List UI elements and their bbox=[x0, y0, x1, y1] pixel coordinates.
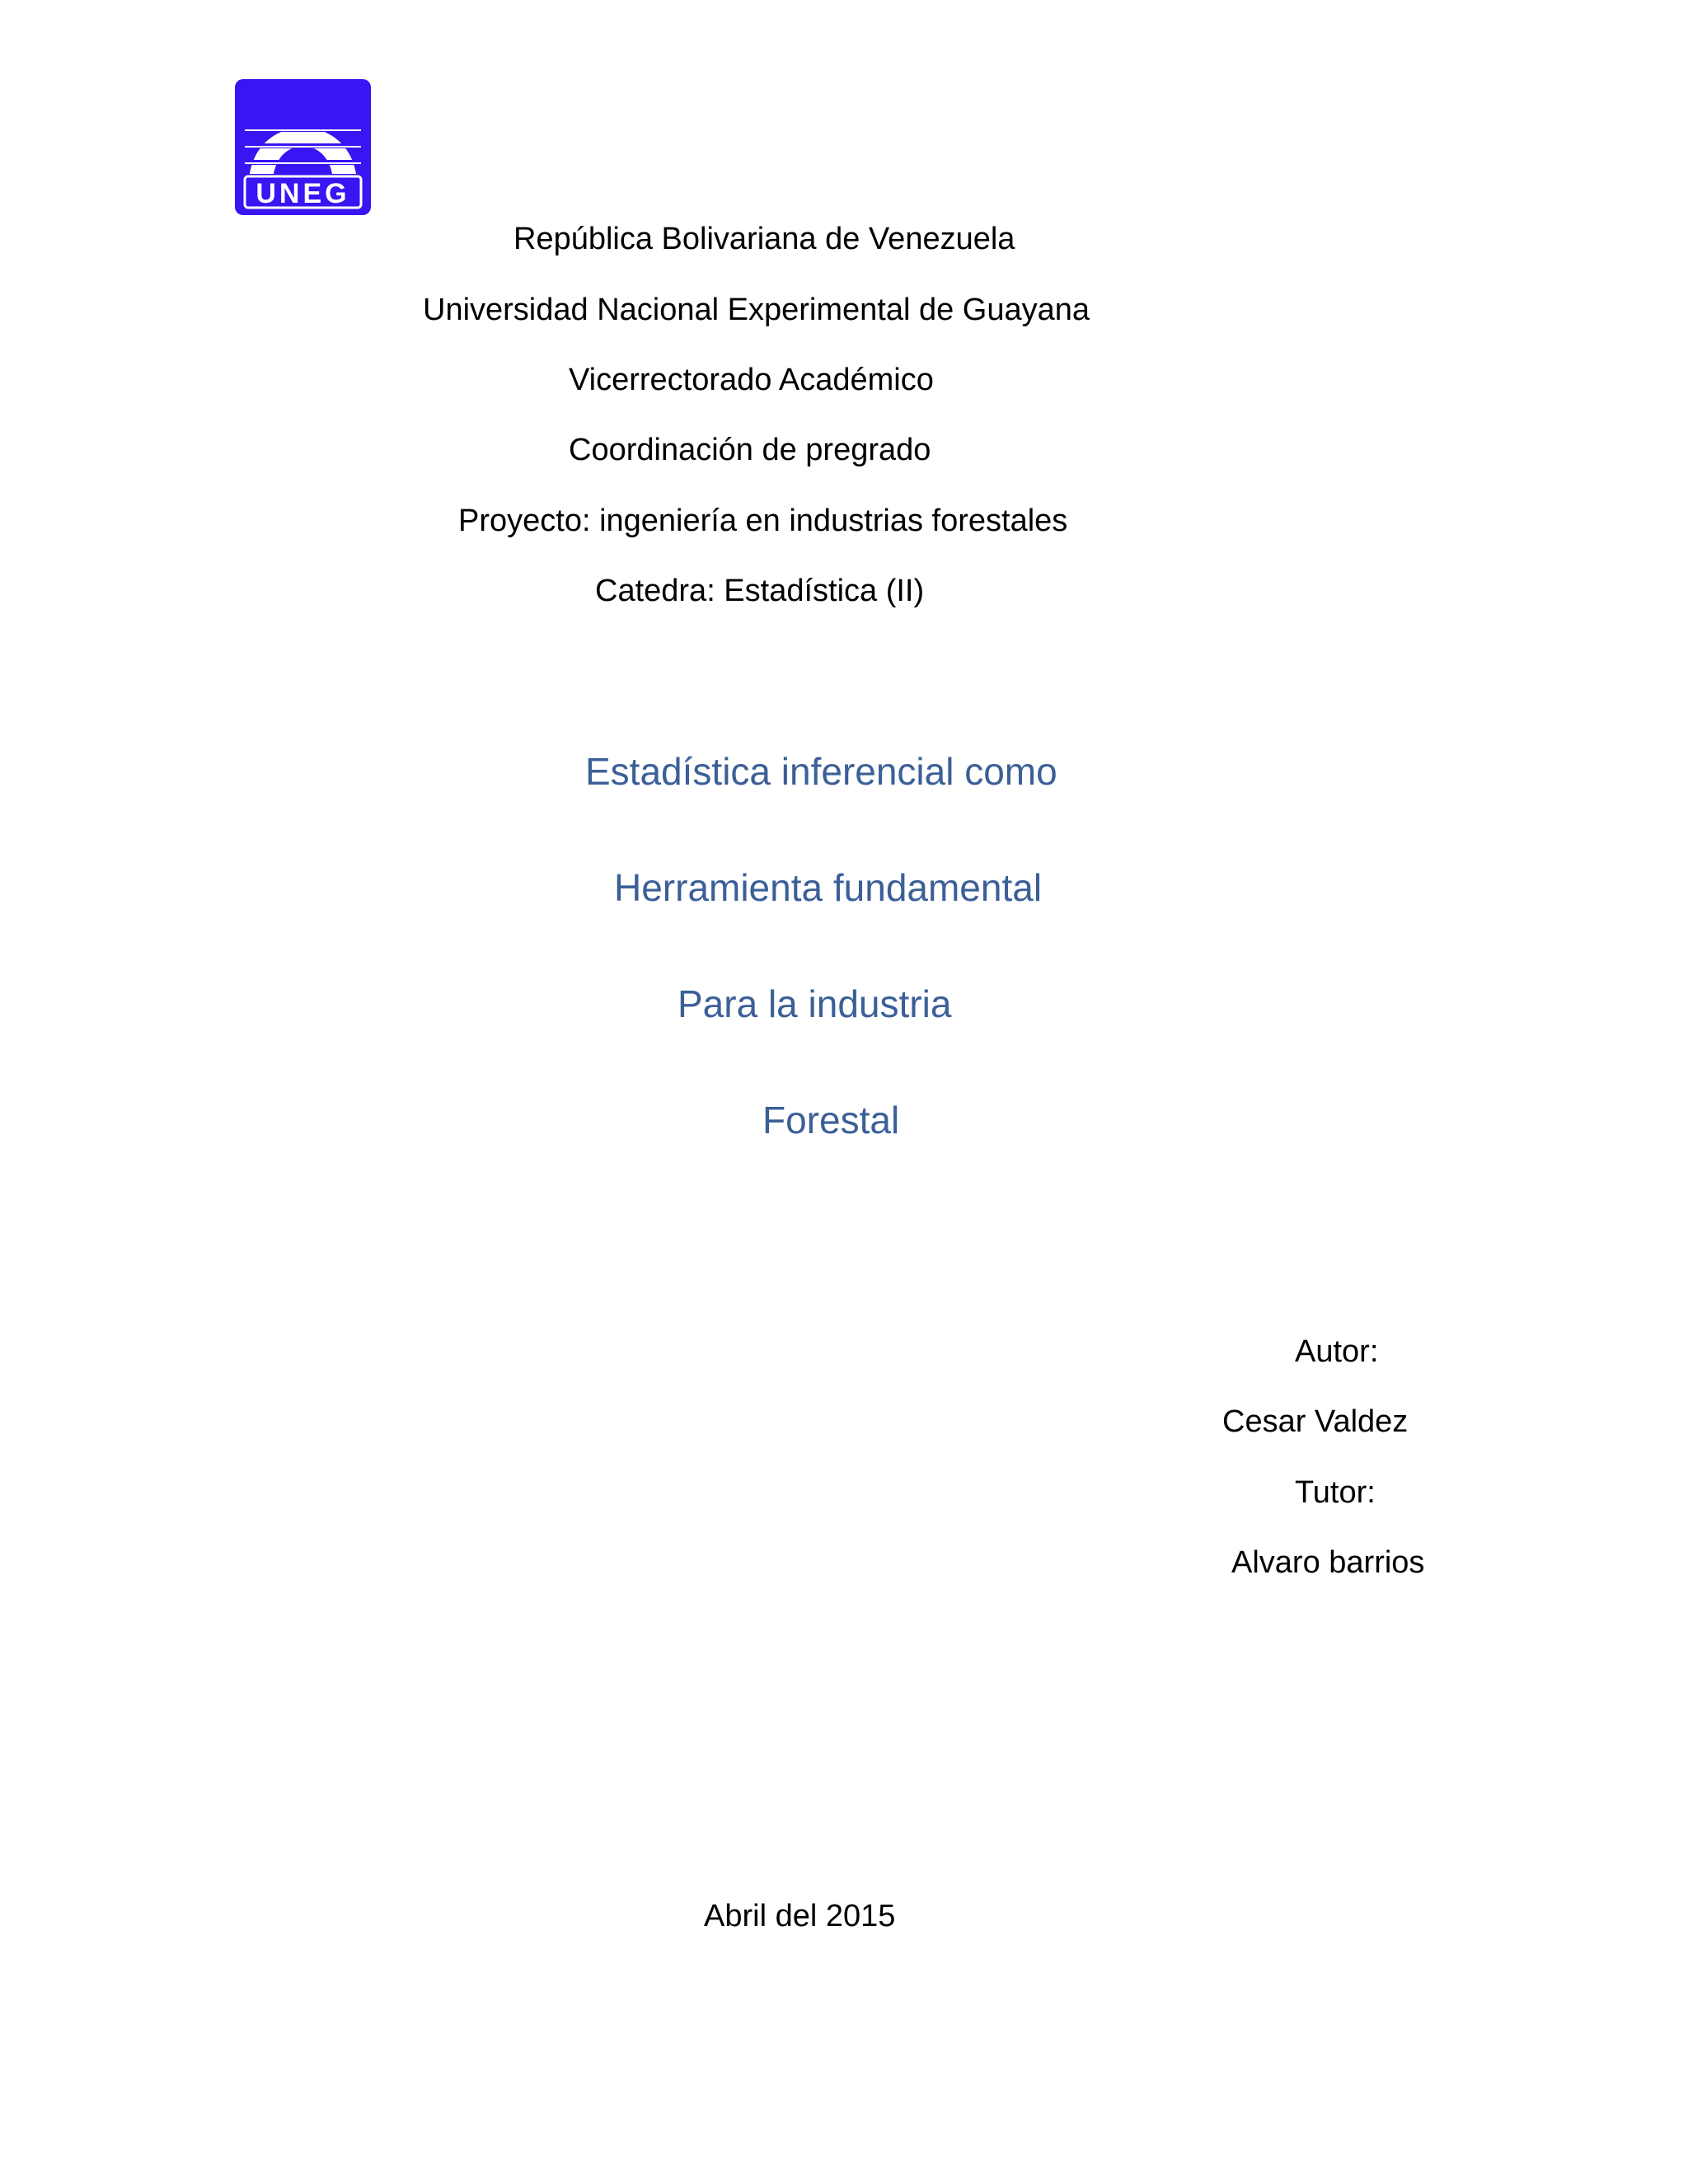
coordinacion-line: Coordinación de pregrado bbox=[569, 433, 931, 467]
uneg-logo bbox=[235, 79, 371, 215]
proyecto-line: Proyecto: ingeniería en industrias forestales bbox=[458, 504, 1068, 538]
university-line: Universidad Nacional Experimental de Guayana bbox=[423, 293, 1090, 327]
tutor-name: Alvaro barrios bbox=[1231, 1545, 1425, 1580]
tutor-label: Tutor: bbox=[1295, 1475, 1376, 1510]
title-line-1: Estadística inferencial como bbox=[585, 750, 1057, 793]
title-line-4: Forestal bbox=[762, 1099, 900, 1141]
svg-text:UNEG: UNEG bbox=[256, 178, 350, 209]
title-line-2: Herramienta fundamental bbox=[614, 866, 1043, 909]
autor-label: Autor: bbox=[1295, 1334, 1379, 1369]
date-line: Abril del 2015 bbox=[704, 1899, 896, 1933]
title-line-3: Para la industria bbox=[678, 982, 952, 1025]
catedra-line: Catedra: Estadística (II) bbox=[595, 574, 925, 608]
vicerrectorado-line: Vicerrectorado Académico bbox=[569, 363, 934, 397]
autor-name: Cesar Valdez bbox=[1222, 1404, 1409, 1439]
country-line: República Bolivariana de Venezuela bbox=[513, 222, 1015, 256]
